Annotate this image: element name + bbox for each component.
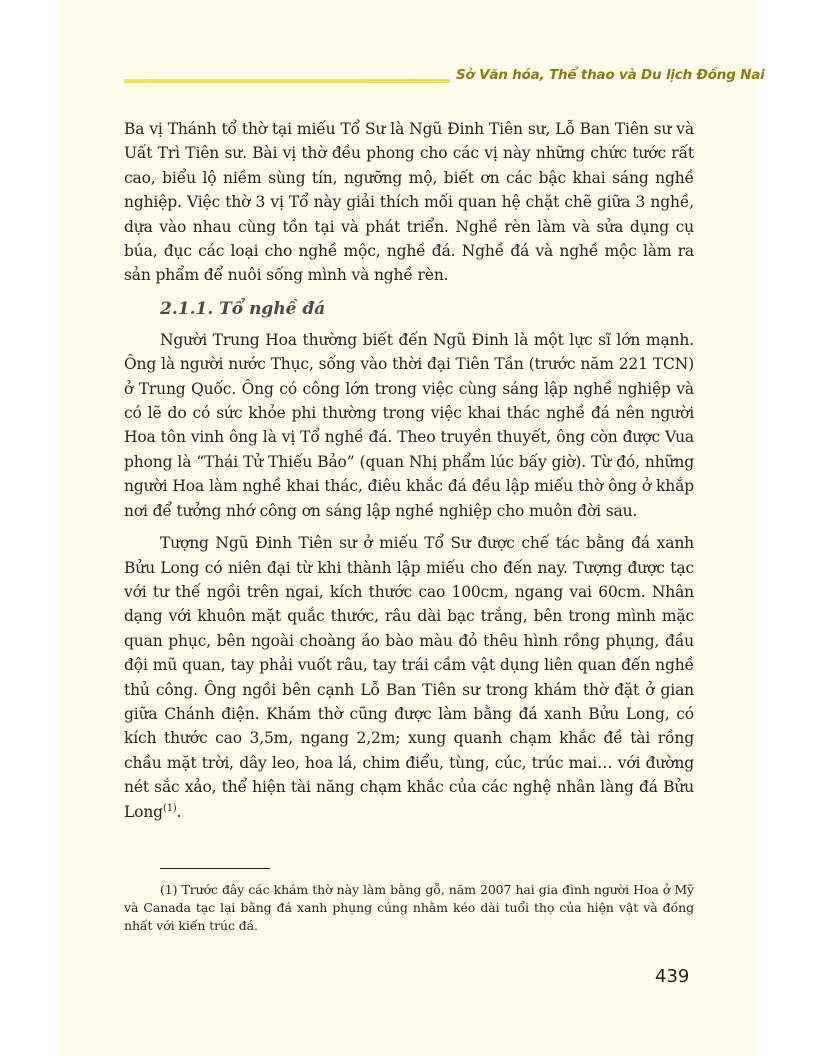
paragraph-3-text: Tượng Ngũ Đinh Tiên sư ở miếu Tổ Sư được chế tác bằng đá xanh Bửu Long có niên đại từ khi thành lập miếu cho đến nay. Tượng được tạc với tư thế ngồi trên ngai, kích thước cao 100cm, ngang vai 60cm. Nhân dạng với khuôn mặt quắc thước, râu dài bạc trắng, bên trong mình mặc quan phục, bên ngoài choàng áo bào màu đỏ thêu hình rồng phụng, đầu đội mũ quan, tay phải vuốt râu, tay trái cầm vật dụng liên quan đến nghề thủ công. Ông ngồi bên cạnh Lỗ Ban Tiên sư trong khám thờ đặt ở gian giữa Chánh điện. Khám thờ cũng được làm bằng đá xanh Bửu Long, có kích thước cao 3,5m, ngang 2,2m; xung quanh chạm khắc đề tài rồng chầu mặt trời, dây leo, hoa lá, chim điểu, tùng, cúc, trúc mai… với đường nét sắc xảo, thể hiện tài năng chạm khắc của các nghệ nhân làng đá Bửu Long xyxy=(124,534,694,821)
running-header: Sở Văn hóa, Thể thao và Du lịch Đồng Nai xyxy=(456,67,765,83)
footnote-reference[interactable]: (1) xyxy=(162,802,177,814)
footnote-divider xyxy=(160,868,270,869)
page-number: 439 xyxy=(655,966,690,987)
body-content xyxy=(124,117,694,832)
paragraph-3 xyxy=(124,531,694,824)
header-rule xyxy=(124,79,450,83)
paragraph-1: Ba vị Thánh tổ thờ tại miếu Tổ Sư là Ngũ Đinh Tiên sư, Lỗ Ban Tiên sư và Uất Trì Tiên sư. Bài vị thờ đều phong cho các vị này những chức tước rất cao, biểu lộ niềm sùng tín, ngưỡng mộ, biết ơn các bậc khai sáng nghề nghiệp. Việc thờ 3 vị Tổ này giải thích mối quan hệ chặt chẽ giữa 3 nghề, dựa vào nhau cùng tồn tại và phát triển. Nghề rèn làm và sửa dụng cụ búa, đục các loại cho nghề mộc, nghề đá. Nghề đá và nghề mộc làm ra sản phẩm để nuôi sống mình và nghề rèn. xyxy=(124,120,694,285)
paragraph-3-end: . xyxy=(176,802,182,821)
section-heading: 2.1.1. Tổ nghề đá xyxy=(160,298,326,319)
footnote: (1) Trước đây các khám thờ này làm bằng gỗ, năm 2007 hai gia đình người Hoa ở Mỹ và Canada tạc lại bằng đá xanh phụng cúng nhằm kéo dài tuổi thọ của hiện vật và đồng nhất với kiến trúc đá. xyxy=(124,882,694,933)
paragraph-2: Người Trung Hoa thường biết đến Ngũ Đinh là một lực sĩ lớn mạnh. Ông là người nước Thục, sống vào thời đại Tiên Tần (trước năm 221 TCN) ở Trung Quốc. Ông có công lớn trong việc cùng sáng lập nghề nghiệp và có lẽ do có sức khỏe phi thường trong việc khai thác nghề đá nên người Hoa tôn vinh ông là vị Tổ nghề đá. Theo truyền thuyết, ông còn được Vua phong là “Thái Tử Thiếu Bảo” (quan Nhị phẩm lúc bấy giờ). Từ đó, những người Hoa làm nghề khai thác, điêu khắc đá đều lập miếu thờ ông ở khắp nơi để tưởng nhớ công ơn sáng lập nghề nghiệp cho muôn đời sau. xyxy=(124,330,694,520)
